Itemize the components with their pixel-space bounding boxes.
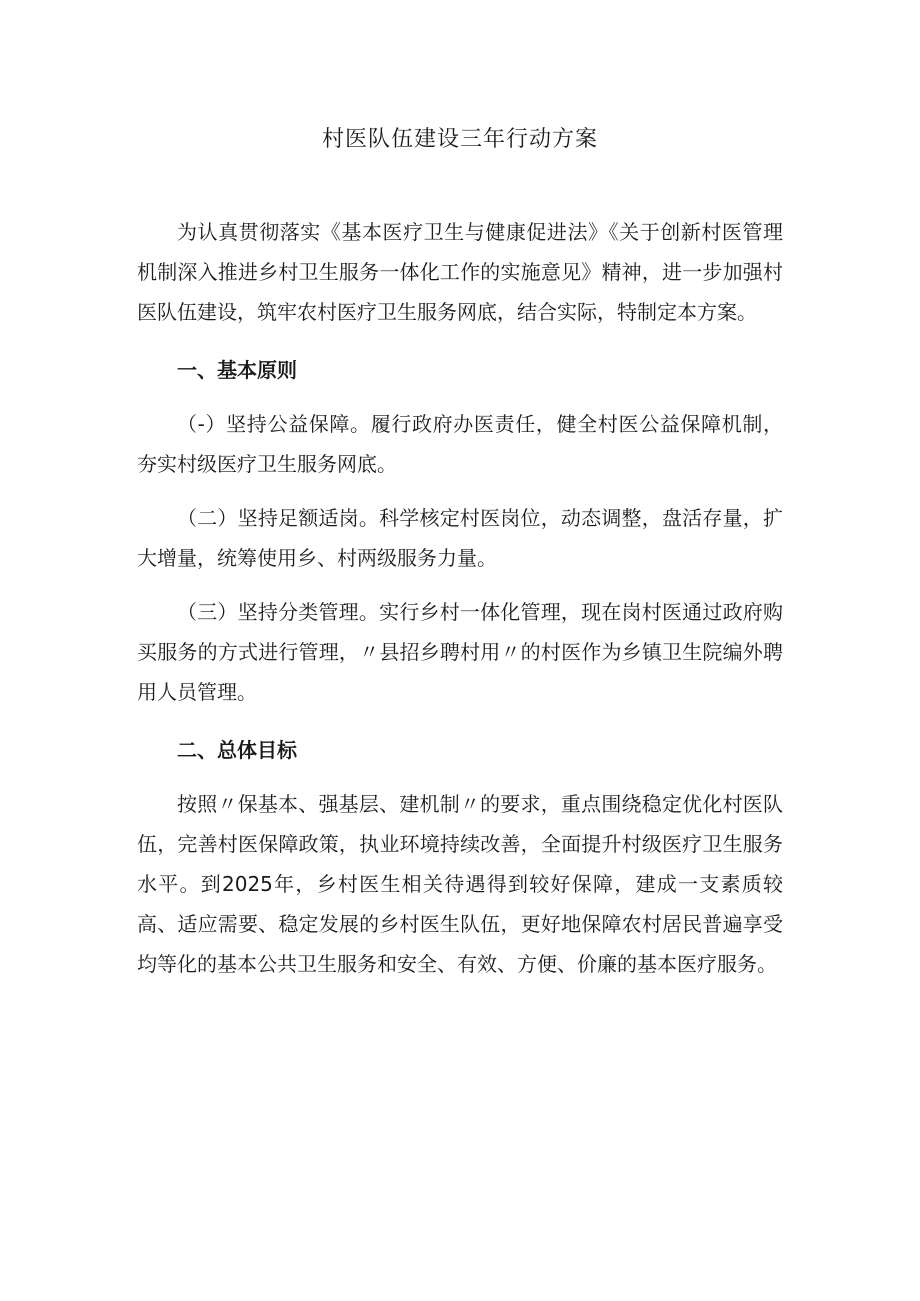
document-title: 村医队伍建设三年行动方案 xyxy=(321,127,598,152)
document-body xyxy=(137,212,783,998)
principle-item-3: （三）坚持分类管理。实行乡村一体化管理，现在岗村医通过政府购买服务的方式进行管理，〃县招乡聘村用〃的村医作为乡镇卫生院编外聘用人员管理。 xyxy=(137,600,783,704)
goals-paragraph: 按照〃保基本、强基层、建机制〃的要求，重点围绕稳定优化村医队伍，完善村医保障政策，执业环境持续改善，全面提升村级医疗卫生服务水平。到2025年，乡村医生相关待遇得到较好保障，建成一支素质较高、适应需要、稳定发展的乡村医生队伍，更好地保障农村居民普遍享受均等化的基本公共卫生服务和安全、有效、方便、价廉的基本医疗服务。 xyxy=(137,792,783,976)
intro-paragraph: 为认真贯彻落实《基本医疗卫生与健康促进法》《关于创新村医管理机制深入推进乡村卫生服务一体化工作的实施意见》精神，进一步加强村医队伍建设，筑牢农村医疗卫生服务网底，结合实际，特制定本方案。 xyxy=(137,220,783,324)
principle-item-2: （二）坚持足额适岗。科学核定村医岗位，动态调整，盘活存量，扩大增量，统筹使用乡、村两级服务力量。 xyxy=(137,506,783,570)
principle-item-1: （-）坚持公益保障。履行政府办医责任，健全村医公益保障机制，夯实村级医疗卫生服务网底。 xyxy=(137,412,783,476)
section-heading-overall-goals: 二、总体目标 xyxy=(177,738,297,762)
section-heading-basic-principles: 一、基本原则 xyxy=(177,358,297,382)
